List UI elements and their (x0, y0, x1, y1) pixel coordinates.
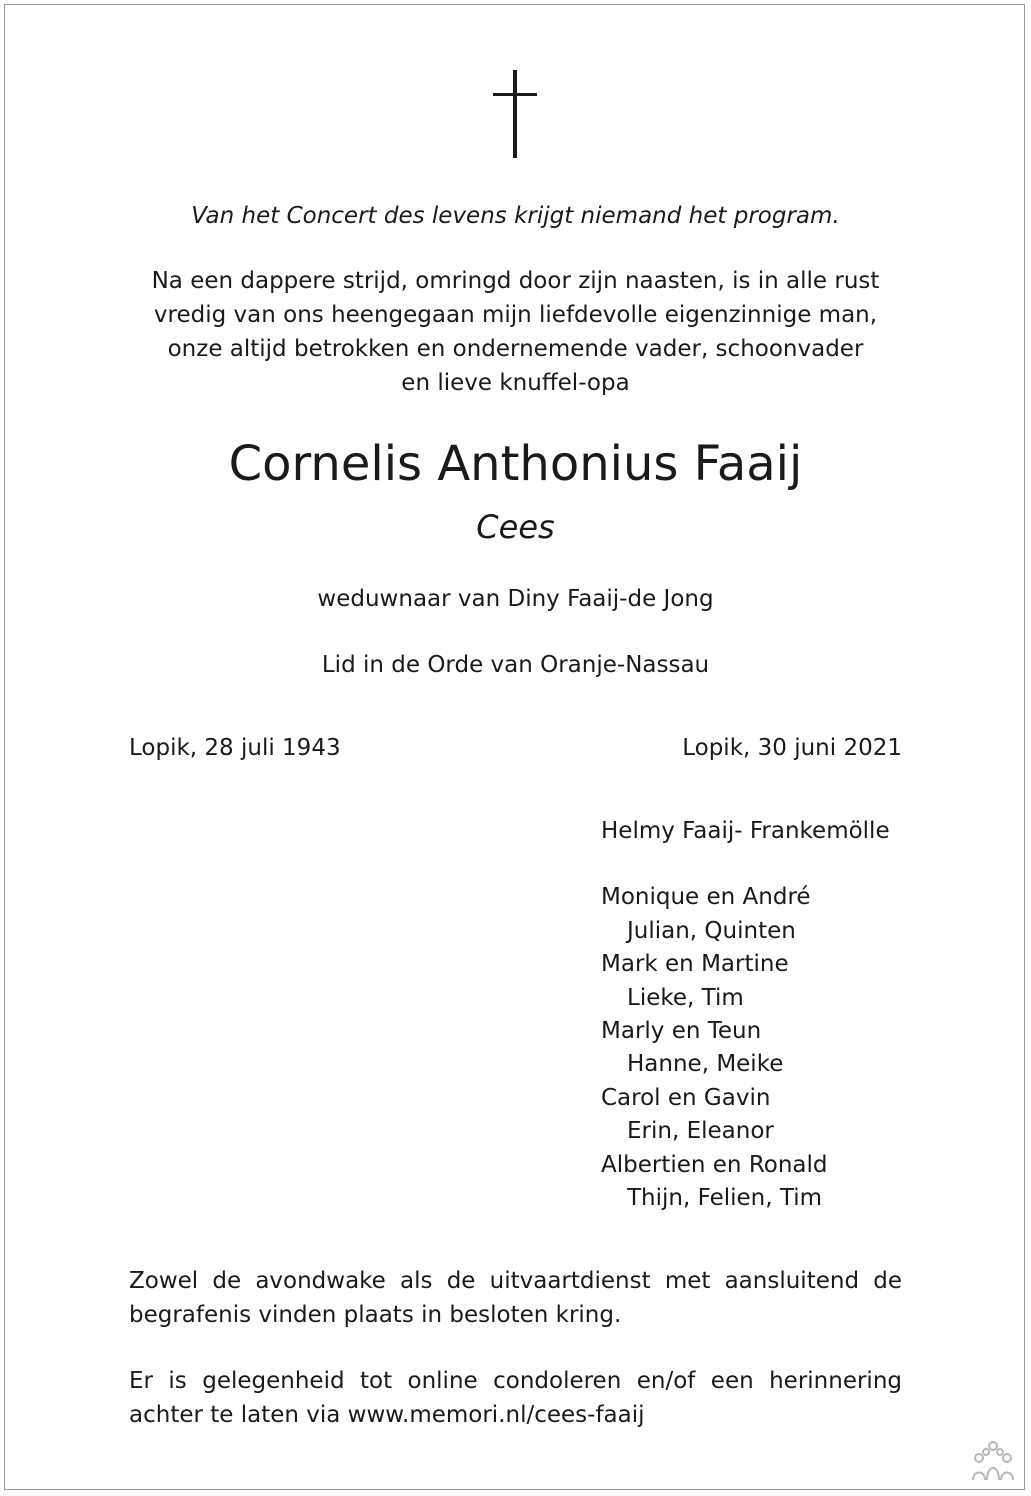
service-info (129, 1264, 902, 1332)
deceased-nickname: Cees (476, 508, 555, 546)
family-children: Julian, Quinten (627, 917, 796, 944)
family-children: Lieke, Tim (627, 984, 744, 1011)
honor-line: Lid in de Orde van Oranje-Nassau (321, 652, 710, 678)
family-couple: Carol en Gavin (601, 1084, 771, 1111)
intro-line: en lieve knuffel-opa (401, 370, 630, 396)
family-children: Thijn, Felien, Tim (627, 1185, 822, 1212)
family-couple: Monique en André (601, 884, 811, 911)
cross-icon (490, 70, 540, 160)
spouse-name: Helmy Faaij- Frankemölle (601, 818, 890, 844)
family-couple: Albertien en Ronald (601, 1151, 828, 1178)
condolence-line: Er is gelegenheid tot online condoleren en/of een herinnering (129, 1368, 902, 1394)
widower-line: weduwnaar van Diny Faaij-de Jong (317, 586, 714, 612)
service-line: Zowel de avondwake als de uitvaartdienst met aansluitend de (129, 1268, 902, 1294)
condolence-info (129, 1364, 902, 1432)
intro-line: onze altijd betrokken en ondernemende vader, schoonvader (167, 336, 864, 362)
memori-people-logo-icon (970, 1440, 1016, 1484)
deceased-name: Cornelis Anthonius Faaij (228, 436, 803, 492)
family-children: Erin, Eleanor (627, 1118, 774, 1145)
intro-text (0, 264, 1031, 400)
family-children: Hanne, Meike (627, 1051, 784, 1078)
birth-date: Lopik, 28 juli 1943 (129, 735, 341, 761)
family-list (601, 815, 890, 1215)
motto: Van het Concert des levens krijgt niemand het program. (191, 203, 840, 229)
condolence-line: achter te laten via www.memori.nl/cees-faaij (129, 1402, 645, 1428)
family-couple: Marly en Teun (601, 1018, 762, 1045)
intro-line: vredig van ons heengegaan mijn liefdevolle eigenzinnige man, (153, 302, 878, 328)
family-couple: Mark en Martine (601, 951, 789, 978)
intro-line: Na een dappere strijd, omringd door zijn naasten, is in alle rust (151, 268, 880, 294)
service-line: begrafenis vinden plaats in besloten kring. (129, 1302, 622, 1328)
death-date: Lopik, 30 juni 2021 (682, 735, 902, 761)
